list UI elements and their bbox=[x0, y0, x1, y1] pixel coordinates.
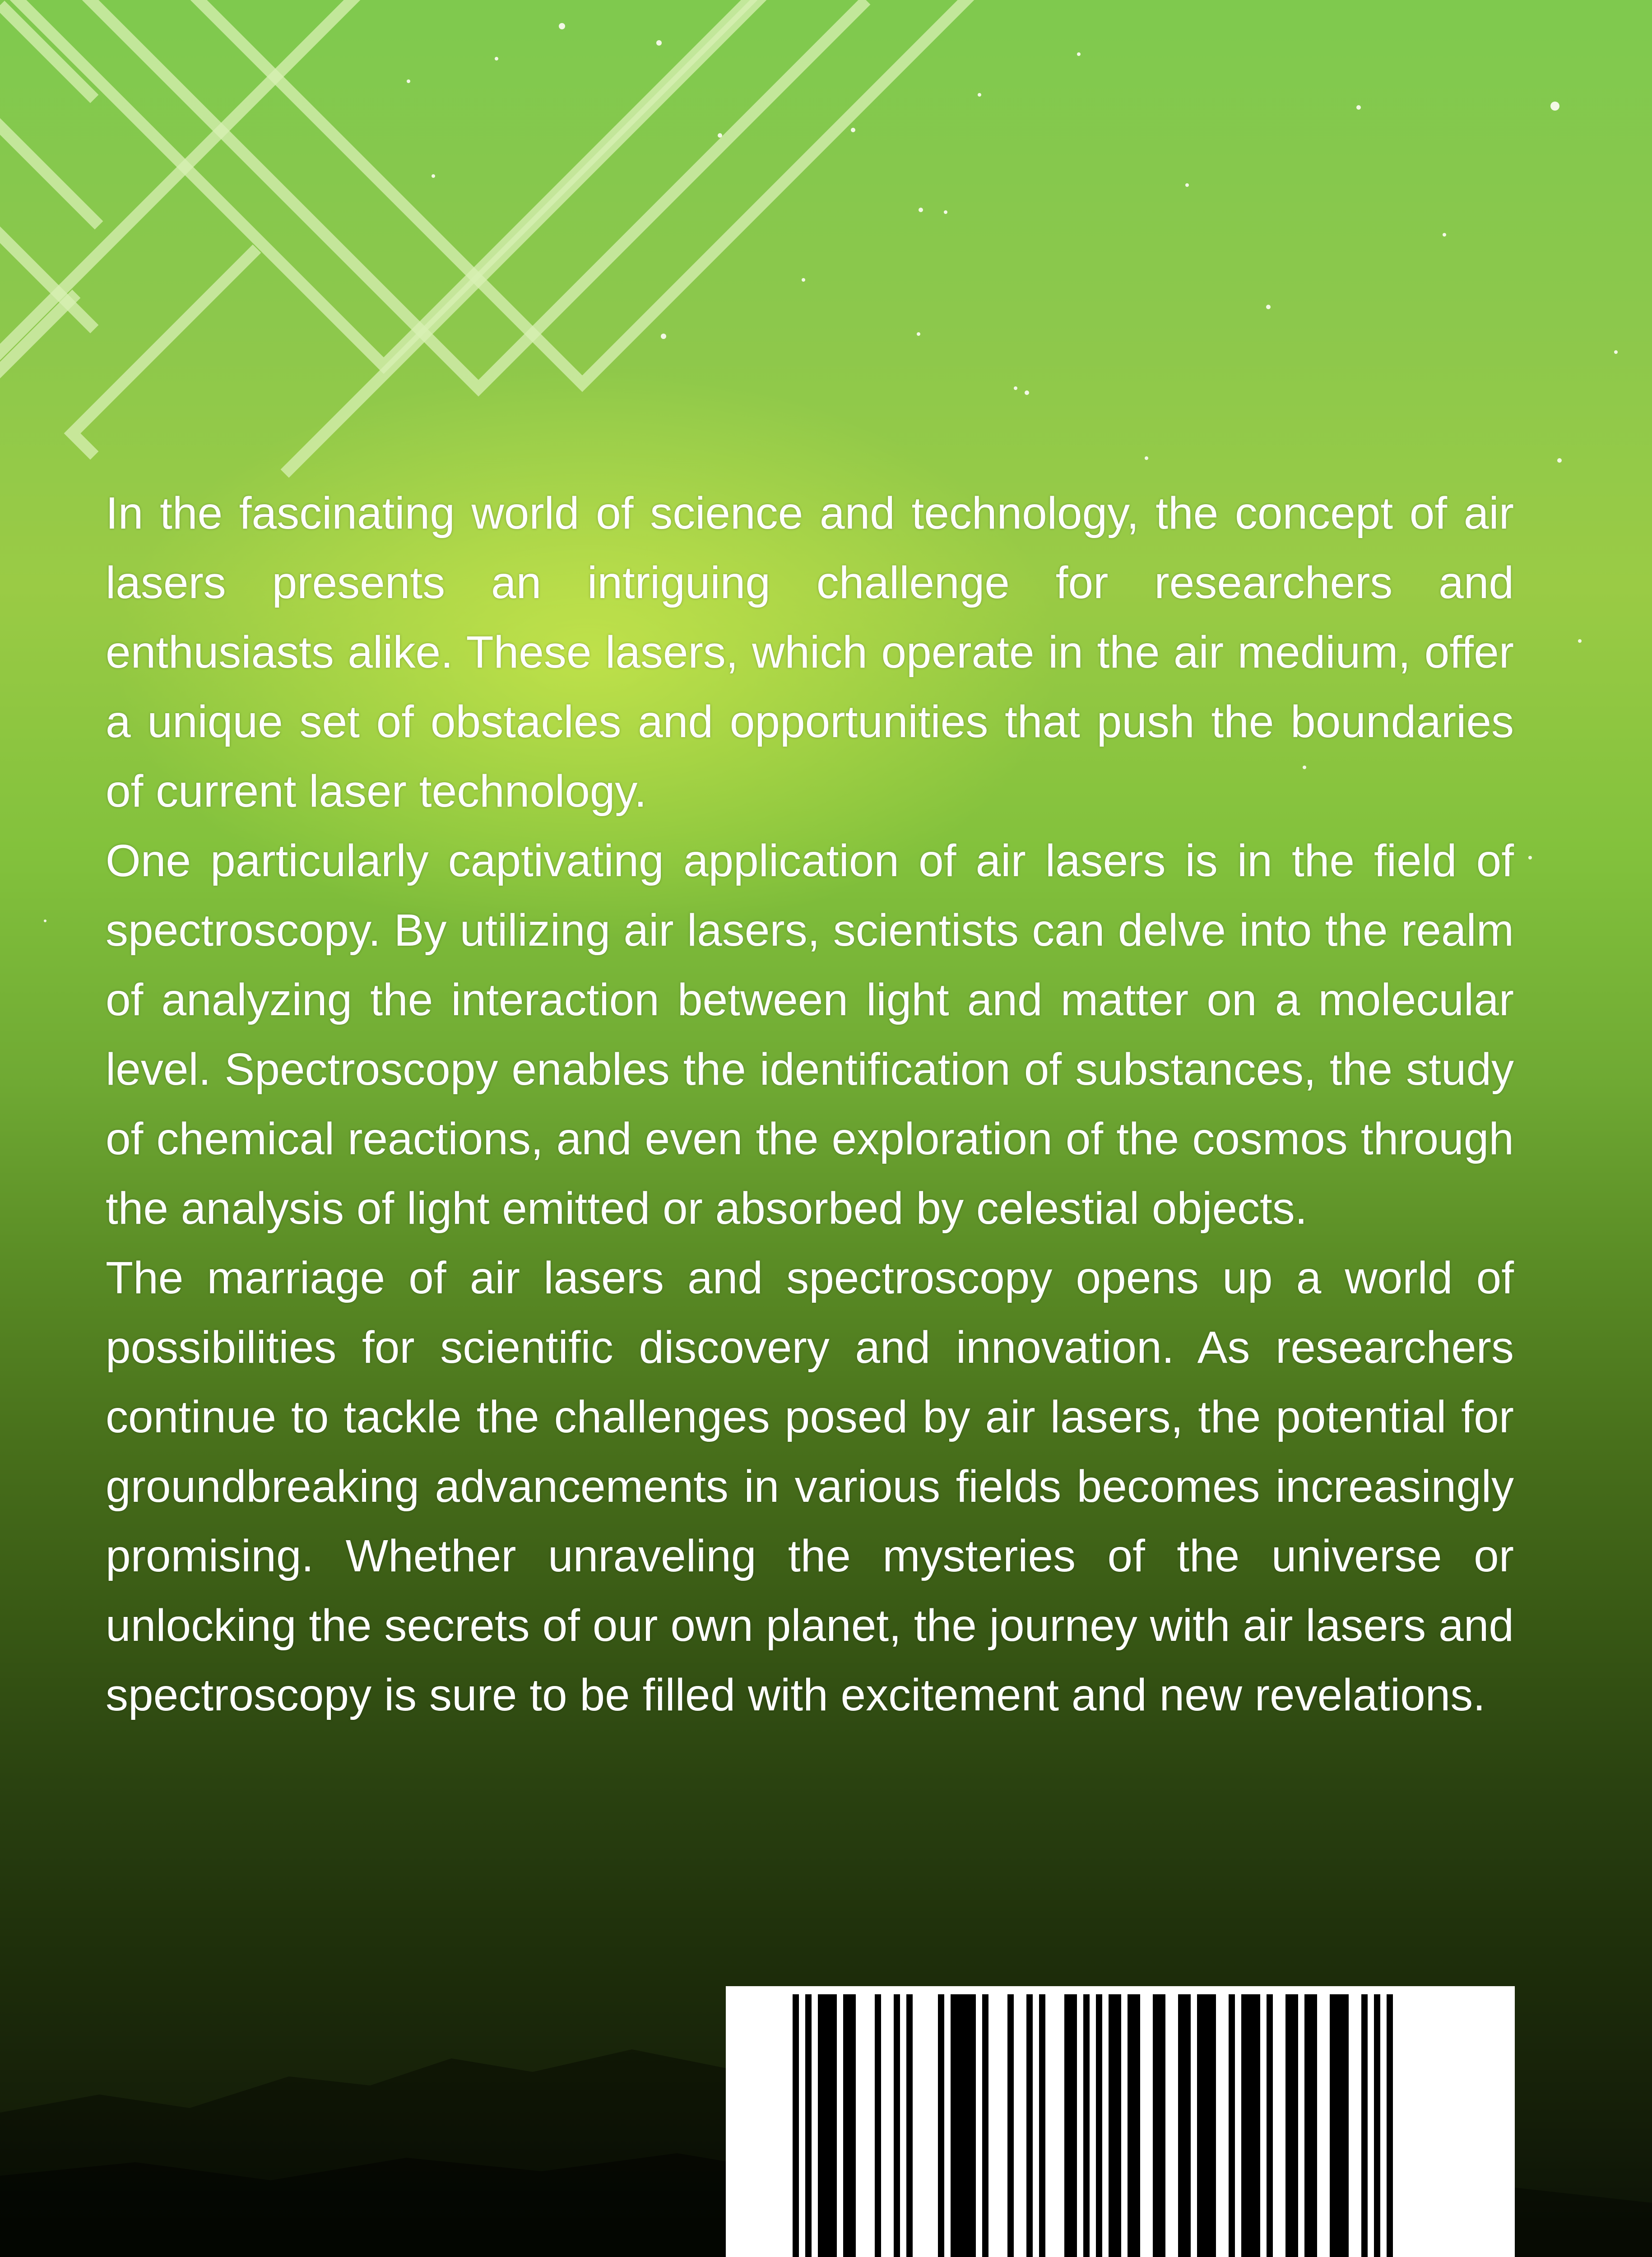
isbn-barcode bbox=[726, 1986, 1515, 2257]
barcode-bars bbox=[726, 1986, 1515, 2257]
barcode-bar bbox=[894, 1994, 900, 2257]
barcode-bar bbox=[1128, 1994, 1134, 2257]
barcode-bar bbox=[1134, 1994, 1140, 2257]
blurb-paragraph-2: One particularly captivating application of air lasers is in the field of spectroscopy. By utilizing air lasers, scientists can delve into the realm of analyzing the interaction between light and matter on a molecular level. Spectroscopy enables the identification of substances, the study of chemical reactions, and even the exploration of the cosmos through the analysis of light emitted or absorbed by celestial objects. bbox=[106, 836, 1514, 1234]
barcode-bar bbox=[906, 1994, 913, 2257]
barcode-bar bbox=[1248, 1994, 1254, 2257]
barcode-bar bbox=[1159, 1994, 1165, 2257]
barcode-bar bbox=[1153, 1994, 1159, 2257]
barcode-bar bbox=[1197, 1994, 1203, 2257]
barcode-bar bbox=[1342, 1994, 1349, 2257]
barcode-bar bbox=[1336, 1994, 1342, 2257]
back-cover-blurb bbox=[106, 478, 1514, 1730]
barcode-bar bbox=[1267, 1994, 1273, 2257]
barcode-bar bbox=[938, 1994, 944, 2257]
barcode-bar bbox=[1285, 1994, 1292, 2257]
barcode-bar bbox=[1109, 1994, 1115, 2257]
barcode-bar bbox=[957, 1994, 963, 2257]
barcode-bar bbox=[1229, 1994, 1235, 2257]
barcode-bar bbox=[1184, 1994, 1191, 2257]
barcode-bar bbox=[831, 1994, 837, 2257]
barcode-bar bbox=[1387, 1994, 1393, 2257]
barcode-bar bbox=[1115, 1994, 1121, 2257]
barcode-bar bbox=[1039, 1994, 1045, 2257]
barcode-bar bbox=[843, 1994, 849, 2257]
barcode-bar bbox=[793, 1994, 799, 2257]
barcode-bar bbox=[1330, 1994, 1336, 2257]
barcode-bar bbox=[1361, 1994, 1368, 2257]
barcode-bar bbox=[875, 1994, 881, 2257]
barcode-bar bbox=[1007, 1994, 1014, 2257]
barcode-bar bbox=[1304, 1994, 1311, 2257]
barcode-bar bbox=[1311, 1994, 1317, 2257]
barcode-bar bbox=[818, 1994, 824, 2257]
barcode-bar bbox=[1178, 1994, 1184, 2257]
blurb-paragraph-1: In the fascinating world of science and technology, the concept of air lasers presents an intriguing challenge for researchers and enthusiasts alike. These lasers, which operate in the air medium, offer a unique set of obstacles and opportunities that push the boundaries of current laser technology. bbox=[106, 488, 1514, 817]
barcode-bar bbox=[1374, 1994, 1380, 2257]
barcode-bar bbox=[1292, 1994, 1298, 2257]
barcode-bar bbox=[849, 1994, 856, 2257]
barcode-bar bbox=[1203, 1994, 1210, 2257]
barcode-bar bbox=[805, 1994, 812, 2257]
barcode-bar bbox=[824, 1994, 831, 2257]
blurb-paragraph-3: The marriage of air lasers and spectroscopy opens up a world of possibilities for scientific discovery and innovation. As researchers continue to tackle the challenges posed by air lasers, the potential for groundbreaking advancements in various fields becomes increasingly promising. Whether unraveling the mysteries of the universe or unlocking the secrets of our own planet, the journey with air lasers and spectroscopy is sure to be filled with excitement and new revelations. bbox=[106, 1253, 1514, 1720]
barcode-bar bbox=[1254, 1994, 1260, 2257]
barcode-bar bbox=[951, 1994, 957, 2257]
barcode-bar bbox=[982, 1994, 988, 2257]
barcode-bar bbox=[1083, 1994, 1090, 2257]
barcode-bar bbox=[963, 1994, 970, 2257]
barcode-bar bbox=[1064, 1994, 1071, 2257]
barcode-bar bbox=[1210, 1994, 1216, 2257]
barcode-bar bbox=[1071, 1994, 1077, 2257]
barcode-bar bbox=[1026, 1994, 1033, 2257]
barcode-bar bbox=[970, 1994, 976, 2257]
barcode-bar bbox=[1241, 1994, 1248, 2257]
barcode-bar bbox=[1096, 1994, 1102, 2257]
